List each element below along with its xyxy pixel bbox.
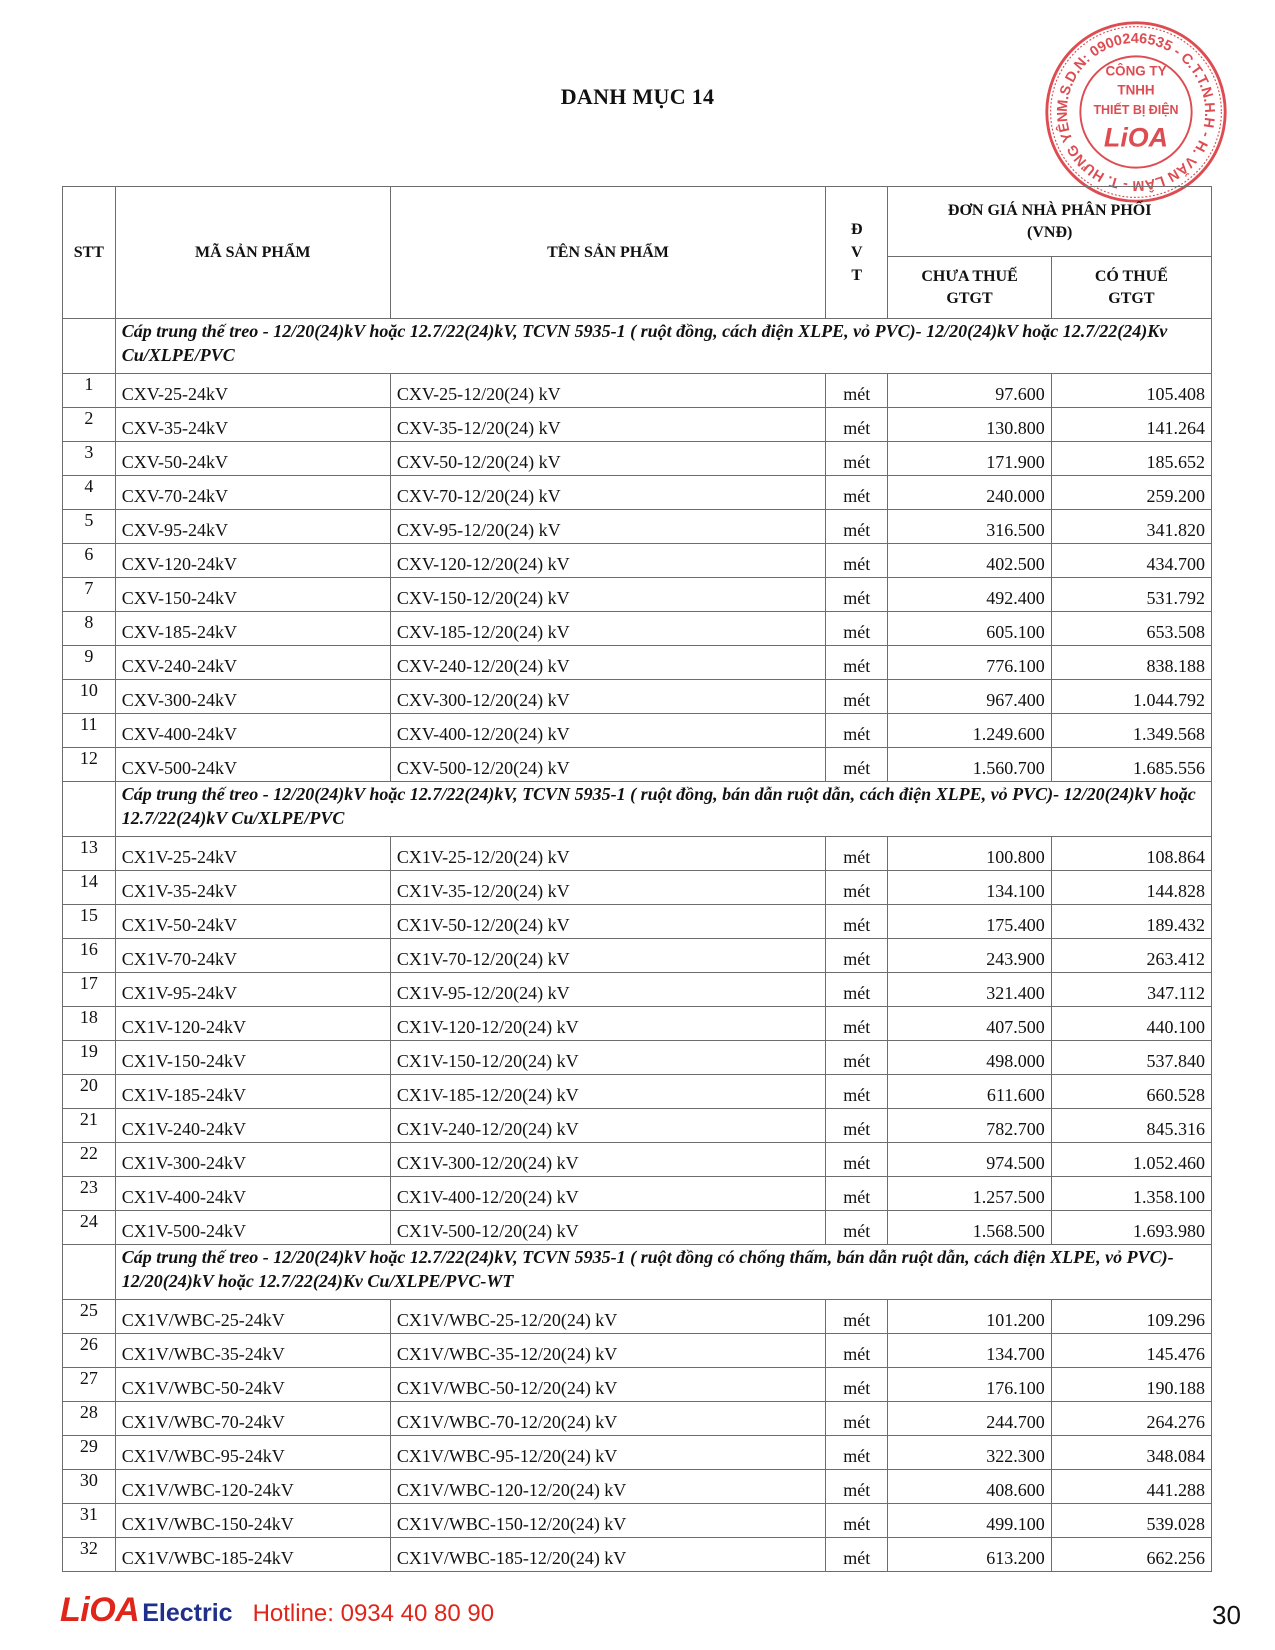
- unit-cell: mét: [826, 871, 888, 905]
- price-with-tax: 1.358.100: [1051, 1177, 1211, 1211]
- price-pre-tax: 322.300: [888, 1436, 1051, 1470]
- price-with-tax: 264.276: [1051, 1402, 1211, 1436]
- product-name: CXV-185-12/20(24) kV: [390, 612, 825, 646]
- price-table-body: [63, 319, 1212, 1572]
- product-name: CX1V-185-12/20(24) kV: [390, 1075, 825, 1109]
- price-pre-tax: 175.400: [888, 905, 1051, 939]
- product-code: CXV-120-24kV: [115, 544, 390, 578]
- product-code: CXV-35-24kV: [115, 408, 390, 442]
- price-with-tax: 347.112: [1051, 973, 1211, 1007]
- table-row: [63, 1007, 1212, 1041]
- unit-cell: mét: [826, 714, 888, 748]
- product-name: CX1V/WBC-35-12/20(24) kV: [390, 1334, 825, 1368]
- product-name: CX1V/WBC-70-12/20(24) kV: [390, 1402, 825, 1436]
- row-stt: 9: [63, 646, 116, 680]
- table-row: [63, 1041, 1212, 1075]
- row-stt: 28: [63, 1402, 116, 1436]
- product-code: CX1V/WBC-185-24kV: [115, 1538, 390, 1572]
- product-code: CXV-500-24kV: [115, 748, 390, 782]
- page-number: 30: [1212, 1600, 1241, 1630]
- row-stt: 22: [63, 1143, 116, 1177]
- unit-cell: mét: [826, 612, 888, 646]
- product-name: CXV-50-12/20(24) kV: [390, 442, 825, 476]
- section-row: [63, 782, 1212, 837]
- price-pre-tax: 605.100: [888, 612, 1051, 646]
- row-stt: 30: [63, 1470, 116, 1504]
- price-pre-tax: 243.900: [888, 939, 1051, 973]
- page-title: DANH MỤC 14: [560, 84, 715, 109]
- price-with-tax: 660.528: [1051, 1075, 1211, 1109]
- table-row: [63, 1143, 1212, 1177]
- stamp-ring-text: M.S.D.N: 0900246535 - C.T.T.N.H.H - H. VĂN LÂM - T. HƯNG YÊN: [1054, 30, 1218, 194]
- header-with-tax: [1051, 257, 1211, 319]
- table-row: [63, 1109, 1212, 1143]
- price-pre-tax: 171.900: [888, 442, 1051, 476]
- product-code: CX1V/WBC-120-24kV: [115, 1470, 390, 1504]
- unit-cell: mét: [826, 1075, 888, 1109]
- section-stt-cell: [63, 782, 116, 837]
- product-name: CXV-120-12/20(24) kV: [390, 544, 825, 578]
- logo-suffix: Electric: [142, 1599, 233, 1627]
- price-with-tax: 190.188: [1051, 1368, 1211, 1402]
- row-stt: 32: [63, 1538, 116, 1572]
- row-stt: 8: [63, 612, 116, 646]
- product-name: CX1V-95-12/20(24) kV: [390, 973, 825, 1007]
- product-code: CXV-400-24kV: [115, 714, 390, 748]
- section-stt-cell: [63, 1245, 116, 1300]
- unit-cell: mét: [826, 1470, 888, 1504]
- product-code: CX1V/WBC-95-24kV: [115, 1436, 390, 1470]
- section-title: Cáp trung thế treo - 12/20(24)kV hoặc 12.7/22(24)kV, TCVN 5935-1 ( ruột đồng, cách điện XLPE, vỏ PVC)- 12/20(24)kV hoặc 12.7/22(24)Kv Cu/XLPE/PVC: [115, 319, 1211, 374]
- row-stt: 23: [63, 1177, 116, 1211]
- header-with-tax-line-1: CÓ THUẾ: [1094, 267, 1168, 285]
- stamp-line-1: CÔNG TY: [1105, 63, 1167, 79]
- product-name: CX1V-150-12/20(24) kV: [390, 1041, 825, 1075]
- row-stt: 25: [63, 1300, 116, 1334]
- product-name: CX1V-50-12/20(24) kV: [390, 905, 825, 939]
- price-table: [62, 186, 1212, 1572]
- product-name: CXV-400-12/20(24) kV: [390, 714, 825, 748]
- section-title: Cáp trung thế treo - 12/20(24)kV hoặc 12.7/22(24)kV, TCVN 5935-1 ( ruột đồng, bán dẫn ruột dẫn, cách điện XLPE, vỏ PVC)- 12/20(24)kV hoặc 12.7/22(24)kV Cu/XLPE/PVC: [115, 782, 1211, 837]
- price-pre-tax: 1.560.700: [888, 748, 1051, 782]
- product-code: CX1V-70-24kV: [115, 939, 390, 973]
- price-with-tax: 1.052.460: [1051, 1143, 1211, 1177]
- product-code: CX1V-400-24kV: [115, 1177, 390, 1211]
- table-row: [63, 1334, 1212, 1368]
- table-row: [63, 680, 1212, 714]
- unit-cell: mét: [826, 1334, 888, 1368]
- product-name: CX1V-240-12/20(24) kV: [390, 1109, 825, 1143]
- header-code: MÃ SẢN PHẨM: [115, 187, 390, 319]
- product-name: CX1V-500-12/20(24) kV: [390, 1211, 825, 1245]
- row-stt: 12: [63, 748, 116, 782]
- table-row: [63, 1436, 1212, 1470]
- row-stt: 18: [63, 1007, 116, 1041]
- table-row: [63, 871, 1212, 905]
- product-code: CX1V/WBC-150-24kV: [115, 1504, 390, 1538]
- price-with-tax: 105.408: [1051, 374, 1211, 408]
- product-name: CX1V-120-12/20(24) kV: [390, 1007, 825, 1041]
- product-code: CX1V-185-24kV: [115, 1075, 390, 1109]
- price-with-tax: 189.432: [1051, 905, 1211, 939]
- table-row: [63, 1211, 1212, 1245]
- header-unit-line-2: V: [850, 244, 863, 261]
- table-row: [63, 476, 1212, 510]
- price-with-tax: 838.188: [1051, 646, 1211, 680]
- header-with-tax-line-2: GTGT: [1108, 289, 1155, 307]
- price-pre-tax: 1.249.600: [888, 714, 1051, 748]
- product-code: CX1V-240-24kV: [115, 1109, 390, 1143]
- price-with-tax: 144.828: [1051, 871, 1211, 905]
- table-row: [63, 905, 1212, 939]
- price-pre-tax: 1.568.500: [888, 1211, 1051, 1245]
- table-row: [63, 578, 1212, 612]
- price-pre-tax: 967.400: [888, 680, 1051, 714]
- product-code: CXV-70-24kV: [115, 476, 390, 510]
- table-row: [63, 544, 1212, 578]
- unit-cell: mét: [826, 578, 888, 612]
- price-pre-tax: 100.800: [888, 837, 1051, 871]
- price-with-tax: 1.044.792: [1051, 680, 1211, 714]
- price-pre-tax: 407.500: [888, 1007, 1051, 1041]
- unit-cell: mét: [826, 680, 888, 714]
- company-stamp: [1040, 18, 1232, 206]
- product-name: CXV-300-12/20(24) kV: [390, 680, 825, 714]
- unit-cell: mét: [826, 973, 888, 1007]
- unit-cell: mét: [826, 476, 888, 510]
- product-name: CX1V/WBC-150-12/20(24) kV: [390, 1504, 825, 1538]
- table-row: [63, 612, 1212, 646]
- product-code: CX1V-50-24kV: [115, 905, 390, 939]
- product-code: CXV-240-24kV: [115, 646, 390, 680]
- price-pre-tax: 130.800: [888, 408, 1051, 442]
- unit-cell: mét: [826, 905, 888, 939]
- unit-cell: mét: [826, 1211, 888, 1245]
- price-pre-tax: 611.600: [888, 1075, 1051, 1109]
- price-pre-tax: 776.100: [888, 646, 1051, 680]
- product-name: CX1V/WBC-185-12/20(24) kV: [390, 1538, 825, 1572]
- row-stt: 29: [63, 1436, 116, 1470]
- product-name: CX1V-70-12/20(24) kV: [390, 939, 825, 973]
- row-stt: 7: [63, 578, 116, 612]
- product-name: CX1V-25-12/20(24) kV: [390, 837, 825, 871]
- price-with-tax: 185.652: [1051, 442, 1211, 476]
- row-stt: 20: [63, 1075, 116, 1109]
- product-name: CXV-95-12/20(24) kV: [390, 510, 825, 544]
- table-row: [63, 1538, 1212, 1572]
- price-with-tax: 434.700: [1051, 544, 1211, 578]
- product-name: CX1V-35-12/20(24) kV: [390, 871, 825, 905]
- unit-cell: mét: [826, 1177, 888, 1211]
- stamp-brand: LiOA: [1103, 122, 1169, 153]
- price-pre-tax: 321.400: [888, 973, 1051, 1007]
- price-pre-tax: 134.700: [888, 1334, 1051, 1368]
- table-row: [63, 973, 1212, 1007]
- price-with-tax: 537.840: [1051, 1041, 1211, 1075]
- section-stt-cell: [63, 319, 116, 374]
- product-name: CX1V/WBC-120-12/20(24) kV: [390, 1470, 825, 1504]
- price-pre-tax: 316.500: [888, 510, 1051, 544]
- table-row: [63, 442, 1212, 476]
- row-stt: 19: [63, 1041, 116, 1075]
- product-name: CXV-70-12/20(24) kV: [390, 476, 825, 510]
- unit-cell: mét: [826, 442, 888, 476]
- product-name: CXV-150-12/20(24) kV: [390, 578, 825, 612]
- product-code: CX1V-95-24kV: [115, 973, 390, 1007]
- row-stt: 16: [63, 939, 116, 973]
- price-with-tax: 845.316: [1051, 1109, 1211, 1143]
- section-row: [63, 1245, 1212, 1300]
- row-stt: 10: [63, 680, 116, 714]
- row-stt: 24: [63, 1211, 116, 1245]
- header-unit-line-3: T: [851, 267, 863, 284]
- price-with-tax: 531.792: [1051, 578, 1211, 612]
- price-with-tax: 539.028: [1051, 1504, 1211, 1538]
- price-pre-tax: 492.400: [888, 578, 1051, 612]
- row-stt: 26: [63, 1334, 116, 1368]
- header-unit-line-1: Đ: [850, 221, 863, 238]
- header-price-group: [888, 187, 1212, 257]
- unit-cell: mét: [826, 1538, 888, 1572]
- product-code: CX1V/WBC-70-24kV: [115, 1402, 390, 1436]
- header-name: TÊN SẢN PHẨM: [390, 187, 825, 319]
- row-stt: 17: [63, 973, 116, 1007]
- product-code: CX1V-25-24kV: [115, 837, 390, 871]
- header-unit: [826, 187, 888, 319]
- product-name: CX1V/WBC-95-12/20(24) kV: [390, 1436, 825, 1470]
- stamp-line-3: THIẾT BỊ ĐIỆN: [1093, 102, 1179, 117]
- unit-cell: mét: [826, 408, 888, 442]
- footer-brand: [60, 1591, 494, 1630]
- price-with-tax: 662.256: [1051, 1538, 1211, 1572]
- product-name: CXV-25-12/20(24) kV: [390, 374, 825, 408]
- table-row: [63, 510, 1212, 544]
- table-row: [63, 748, 1212, 782]
- price-with-tax: 108.864: [1051, 837, 1211, 871]
- price-pre-tax: 782.700: [888, 1109, 1051, 1143]
- price-with-tax: 1.693.980: [1051, 1211, 1211, 1245]
- product-code: CX1V-150-24kV: [115, 1041, 390, 1075]
- product-code: CX1V-35-24kV: [115, 871, 390, 905]
- table-row: [63, 1075, 1212, 1109]
- product-code: CXV-300-24kV: [115, 680, 390, 714]
- unit-cell: mét: [826, 1504, 888, 1538]
- price-with-tax: 653.508: [1051, 612, 1211, 646]
- table-row: [63, 1368, 1212, 1402]
- header-stt: STT: [63, 187, 116, 319]
- row-stt: 13: [63, 837, 116, 871]
- unit-cell: mét: [826, 1007, 888, 1041]
- product-name: CX1V-400-12/20(24) kV: [390, 1177, 825, 1211]
- price-with-tax: 341.820: [1051, 510, 1211, 544]
- unit-cell: mét: [826, 374, 888, 408]
- price-with-tax: 348.084: [1051, 1436, 1211, 1470]
- price-pre-tax: 974.500: [888, 1143, 1051, 1177]
- product-code: CXV-95-24kV: [115, 510, 390, 544]
- price-pre-tax: 613.200: [888, 1538, 1051, 1572]
- unit-cell: mét: [826, 837, 888, 871]
- price-with-tax: 1.685.556: [1051, 748, 1211, 782]
- header-price-group-line-1: ĐƠN GIÁ NHÀ PHÂN PHỐI: [947, 201, 1152, 219]
- unit-cell: mét: [826, 510, 888, 544]
- lioa-logo: LiOA: [60, 1591, 140, 1629]
- unit-cell: mét: [826, 1109, 888, 1143]
- row-stt: 31: [63, 1504, 116, 1538]
- section-title: Cáp trung thế treo - 12/20(24)kV hoặc 12.7/22(24)kV, TCVN 5935-1 ( ruột đồng có chống thấm, bán dẫn ruột dẫn, cách điện XLPE, vỏ PVC)- 12/20(24)kV hoặc 12.7/22(24)Kv Cu/XLPE/PVC-WT: [115, 1245, 1211, 1300]
- price-pre-tax: 97.600: [888, 374, 1051, 408]
- row-stt: 3: [63, 442, 116, 476]
- header-price-group-line-2: (VNĐ): [1027, 223, 1073, 241]
- price-with-tax: 109.296: [1051, 1300, 1211, 1334]
- stamp-line-2: TNHH: [1117, 82, 1155, 98]
- price-with-tax: 1.349.568: [1051, 714, 1211, 748]
- unit-cell: mét: [826, 1436, 888, 1470]
- product-name: CX1V-300-12/20(24) kV: [390, 1143, 825, 1177]
- product-code: CX1V/WBC-35-24kV: [115, 1334, 390, 1368]
- unit-cell: mét: [826, 1041, 888, 1075]
- table-row: [63, 837, 1212, 871]
- table-row: [63, 408, 1212, 442]
- row-stt: 4: [63, 476, 116, 510]
- unit-cell: mét: [826, 646, 888, 680]
- row-stt: 11: [63, 714, 116, 748]
- row-stt: 14: [63, 871, 116, 905]
- header-pre-tax-line-2: GTGT: [946, 289, 993, 307]
- product-code: CX1V/WBC-25-24kV: [115, 1300, 390, 1334]
- product-name: CXV-35-12/20(24) kV: [390, 408, 825, 442]
- table-row: [63, 939, 1212, 973]
- price-pre-tax: 402.500: [888, 544, 1051, 578]
- unit-cell: mét: [826, 1368, 888, 1402]
- product-code: CX1V/WBC-50-24kV: [115, 1368, 390, 1402]
- row-stt: 2: [63, 408, 116, 442]
- table-row: [63, 374, 1212, 408]
- table-row: [63, 1402, 1212, 1436]
- row-stt: 1: [63, 374, 116, 408]
- price-with-tax: 440.100: [1051, 1007, 1211, 1041]
- product-code: CX1V-120-24kV: [115, 1007, 390, 1041]
- product-code: CXV-50-24kV: [115, 442, 390, 476]
- price-pre-tax: 244.700: [888, 1402, 1051, 1436]
- price-pre-tax: 498.000: [888, 1041, 1051, 1075]
- table-row: [63, 1470, 1212, 1504]
- product-name: CX1V/WBC-50-12/20(24) kV: [390, 1368, 825, 1402]
- product-name: CX1V/WBC-25-12/20(24) kV: [390, 1300, 825, 1334]
- product-code: CX1V-500-24kV: [115, 1211, 390, 1245]
- product-code: CXV-150-24kV: [115, 578, 390, 612]
- price-with-tax: 441.288: [1051, 1470, 1211, 1504]
- table-row: [63, 1504, 1212, 1538]
- row-stt: 5: [63, 510, 116, 544]
- price-with-tax: 141.264: [1051, 408, 1211, 442]
- row-stt: 15: [63, 905, 116, 939]
- unit-cell: mét: [826, 1143, 888, 1177]
- price-with-tax: 263.412: [1051, 939, 1211, 973]
- unit-cell: mét: [826, 544, 888, 578]
- hotline-text: Hotline: 0934 40 80 90: [252, 1600, 495, 1627]
- header-pre-tax: [888, 257, 1051, 319]
- table-row: [63, 646, 1212, 680]
- price-pre-tax: 240.000: [888, 476, 1051, 510]
- price-pre-tax: 176.100: [888, 1368, 1051, 1402]
- table-row: [63, 1300, 1212, 1334]
- price-pre-tax: 1.257.500: [888, 1177, 1051, 1211]
- price-pre-tax: 499.100: [888, 1504, 1051, 1538]
- unit-cell: mét: [826, 1402, 888, 1436]
- row-stt: 21: [63, 1109, 116, 1143]
- table-row: [63, 1177, 1212, 1211]
- price-with-tax: 259.200: [1051, 476, 1211, 510]
- product-code: CX1V-300-24kV: [115, 1143, 390, 1177]
- product-code: CXV-25-24kV: [115, 374, 390, 408]
- unit-cell: mét: [826, 1300, 888, 1334]
- price-pre-tax: 134.100: [888, 871, 1051, 905]
- product-name: CXV-240-12/20(24) kV: [390, 646, 825, 680]
- product-name: CXV-500-12/20(24) kV: [390, 748, 825, 782]
- product-code: CXV-185-24kV: [115, 612, 390, 646]
- table-row: [63, 714, 1212, 748]
- header-pre-tax-line-1: CHƯA THUẾ: [921, 267, 1018, 285]
- unit-cell: mét: [826, 939, 888, 973]
- price-pre-tax: 101.200: [888, 1300, 1051, 1334]
- section-row: [63, 319, 1212, 374]
- unit-cell: mét: [826, 748, 888, 782]
- price-with-tax: 145.476: [1051, 1334, 1211, 1368]
- price-pre-tax: 408.600: [888, 1470, 1051, 1504]
- row-stt: 6: [63, 544, 116, 578]
- row-stt: 27: [63, 1368, 116, 1402]
